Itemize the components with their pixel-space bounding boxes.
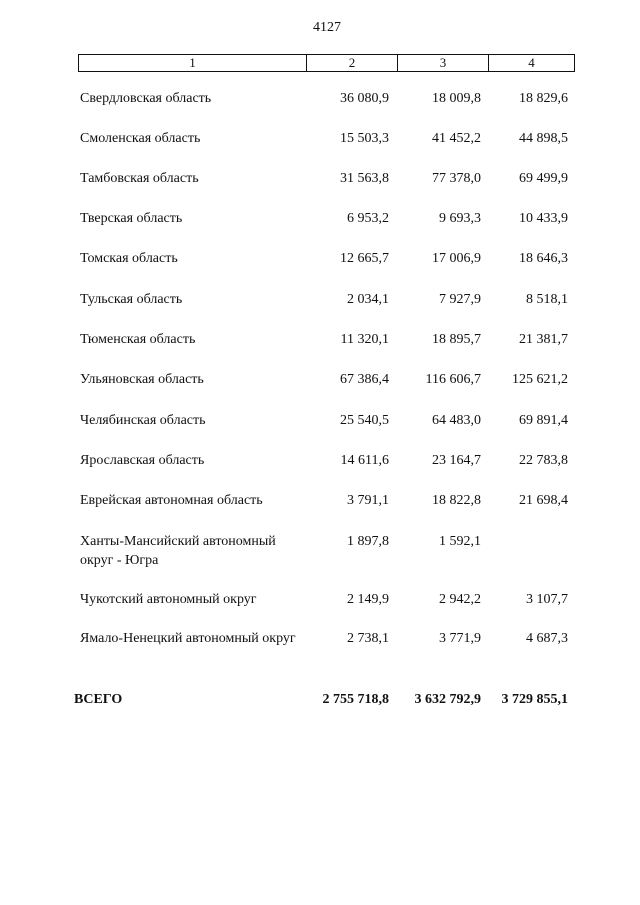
region-name: Ямало-Ненецкий автономный округ	[80, 631, 296, 646]
value-col-2: 25 540,5	[340, 413, 389, 428]
value-col-3: 18 822,8	[432, 493, 481, 508]
value-col-3: 77 378,0	[432, 171, 481, 186]
region-name: Ярославская область	[80, 453, 205, 468]
region-name: Смоленская область	[80, 131, 201, 146]
value-col-2: 31 563,8	[340, 171, 389, 186]
value-col-2: 14 611,6	[340, 453, 389, 468]
total-col-4: 3 729 855,1	[501, 692, 568, 707]
value-col-4: 4 687,3	[526, 631, 568, 646]
header-col-1: 1	[79, 55, 307, 71]
value-col-4: 3 107,7	[526, 592, 568, 607]
header-col-3: 3	[398, 55, 489, 71]
region-name: Челябинская область	[80, 413, 206, 428]
value-col-2: 1 897,8	[347, 534, 389, 549]
value-col-4: 44 898,5	[519, 131, 568, 146]
value-col-3: 18 895,7	[432, 332, 481, 347]
value-col-4: 21 698,4	[519, 493, 568, 508]
value-col-2: 36 080,9	[340, 91, 389, 106]
value-col-3: 116 606,7	[425, 372, 481, 387]
value-col-2: 15 503,3	[340, 131, 389, 146]
region-name: Тюменская область	[80, 332, 196, 347]
value-col-2: 2 738,1	[347, 631, 389, 646]
value-col-4: 10 433,9	[519, 211, 568, 226]
value-col-4: 125 621,2	[512, 372, 568, 387]
value-col-3: 7 927,9	[439, 292, 481, 307]
value-col-4: 18 646,3	[519, 251, 568, 266]
region-name: Тверская область	[80, 211, 183, 226]
value-col-4: 69 891,4	[519, 413, 568, 428]
table-header	[78, 54, 575, 72]
value-col-2: 2 034,1	[347, 292, 389, 307]
total-col-3: 3 632 792,9	[414, 692, 481, 707]
region-name: Томская область	[80, 251, 178, 266]
value-col-2: 67 386,4	[340, 372, 389, 387]
region-name: Ханты-Мансийский автономный округ - Югра	[80, 534, 276, 568]
value-col-4: 8 518,1	[526, 292, 568, 307]
total-col-2: 2 755 718,8	[322, 692, 389, 707]
region-name: Чукотский автономный округ	[80, 592, 257, 607]
region-name: Тамбовская область	[80, 171, 199, 186]
region-name: Свердловская область	[80, 91, 212, 106]
value-col-3: 1 592,1	[439, 534, 481, 549]
total-label: ВСЕГО	[74, 692, 123, 707]
region-name: Ульяновская область	[80, 372, 204, 387]
value-col-4: 18 829,6	[519, 91, 568, 106]
page-number: 4127	[313, 20, 341, 35]
value-col-4: 22 783,8	[519, 453, 568, 468]
header-col-2: 2	[307, 55, 398, 71]
value-col-2: 11 320,1	[340, 332, 389, 347]
value-col-3: 3 771,9	[439, 631, 481, 646]
value-col-3: 23 164,7	[432, 453, 481, 468]
region-name: Тульская область	[80, 292, 183, 307]
value-col-3: 64 483,0	[432, 413, 481, 428]
value-col-3: 41 452,2	[432, 131, 481, 146]
region-name: Еврейская автономная область	[80, 493, 263, 508]
value-col-2: 12 665,7	[340, 251, 389, 266]
value-col-2: 6 953,2	[347, 211, 389, 226]
value-col-2: 2 149,9	[347, 592, 389, 607]
value-col-3: 9 693,3	[439, 211, 481, 226]
value-col-3: 18 009,8	[432, 91, 481, 106]
value-col-3: 17 006,9	[432, 251, 481, 266]
value-col-4: 69 499,9	[519, 171, 568, 186]
value-col-3: 2 942,2	[439, 592, 481, 607]
value-col-2: 3 791,1	[347, 493, 389, 508]
header-col-4: 4	[528, 55, 535, 70]
value-col-4: 21 381,7	[519, 332, 568, 347]
